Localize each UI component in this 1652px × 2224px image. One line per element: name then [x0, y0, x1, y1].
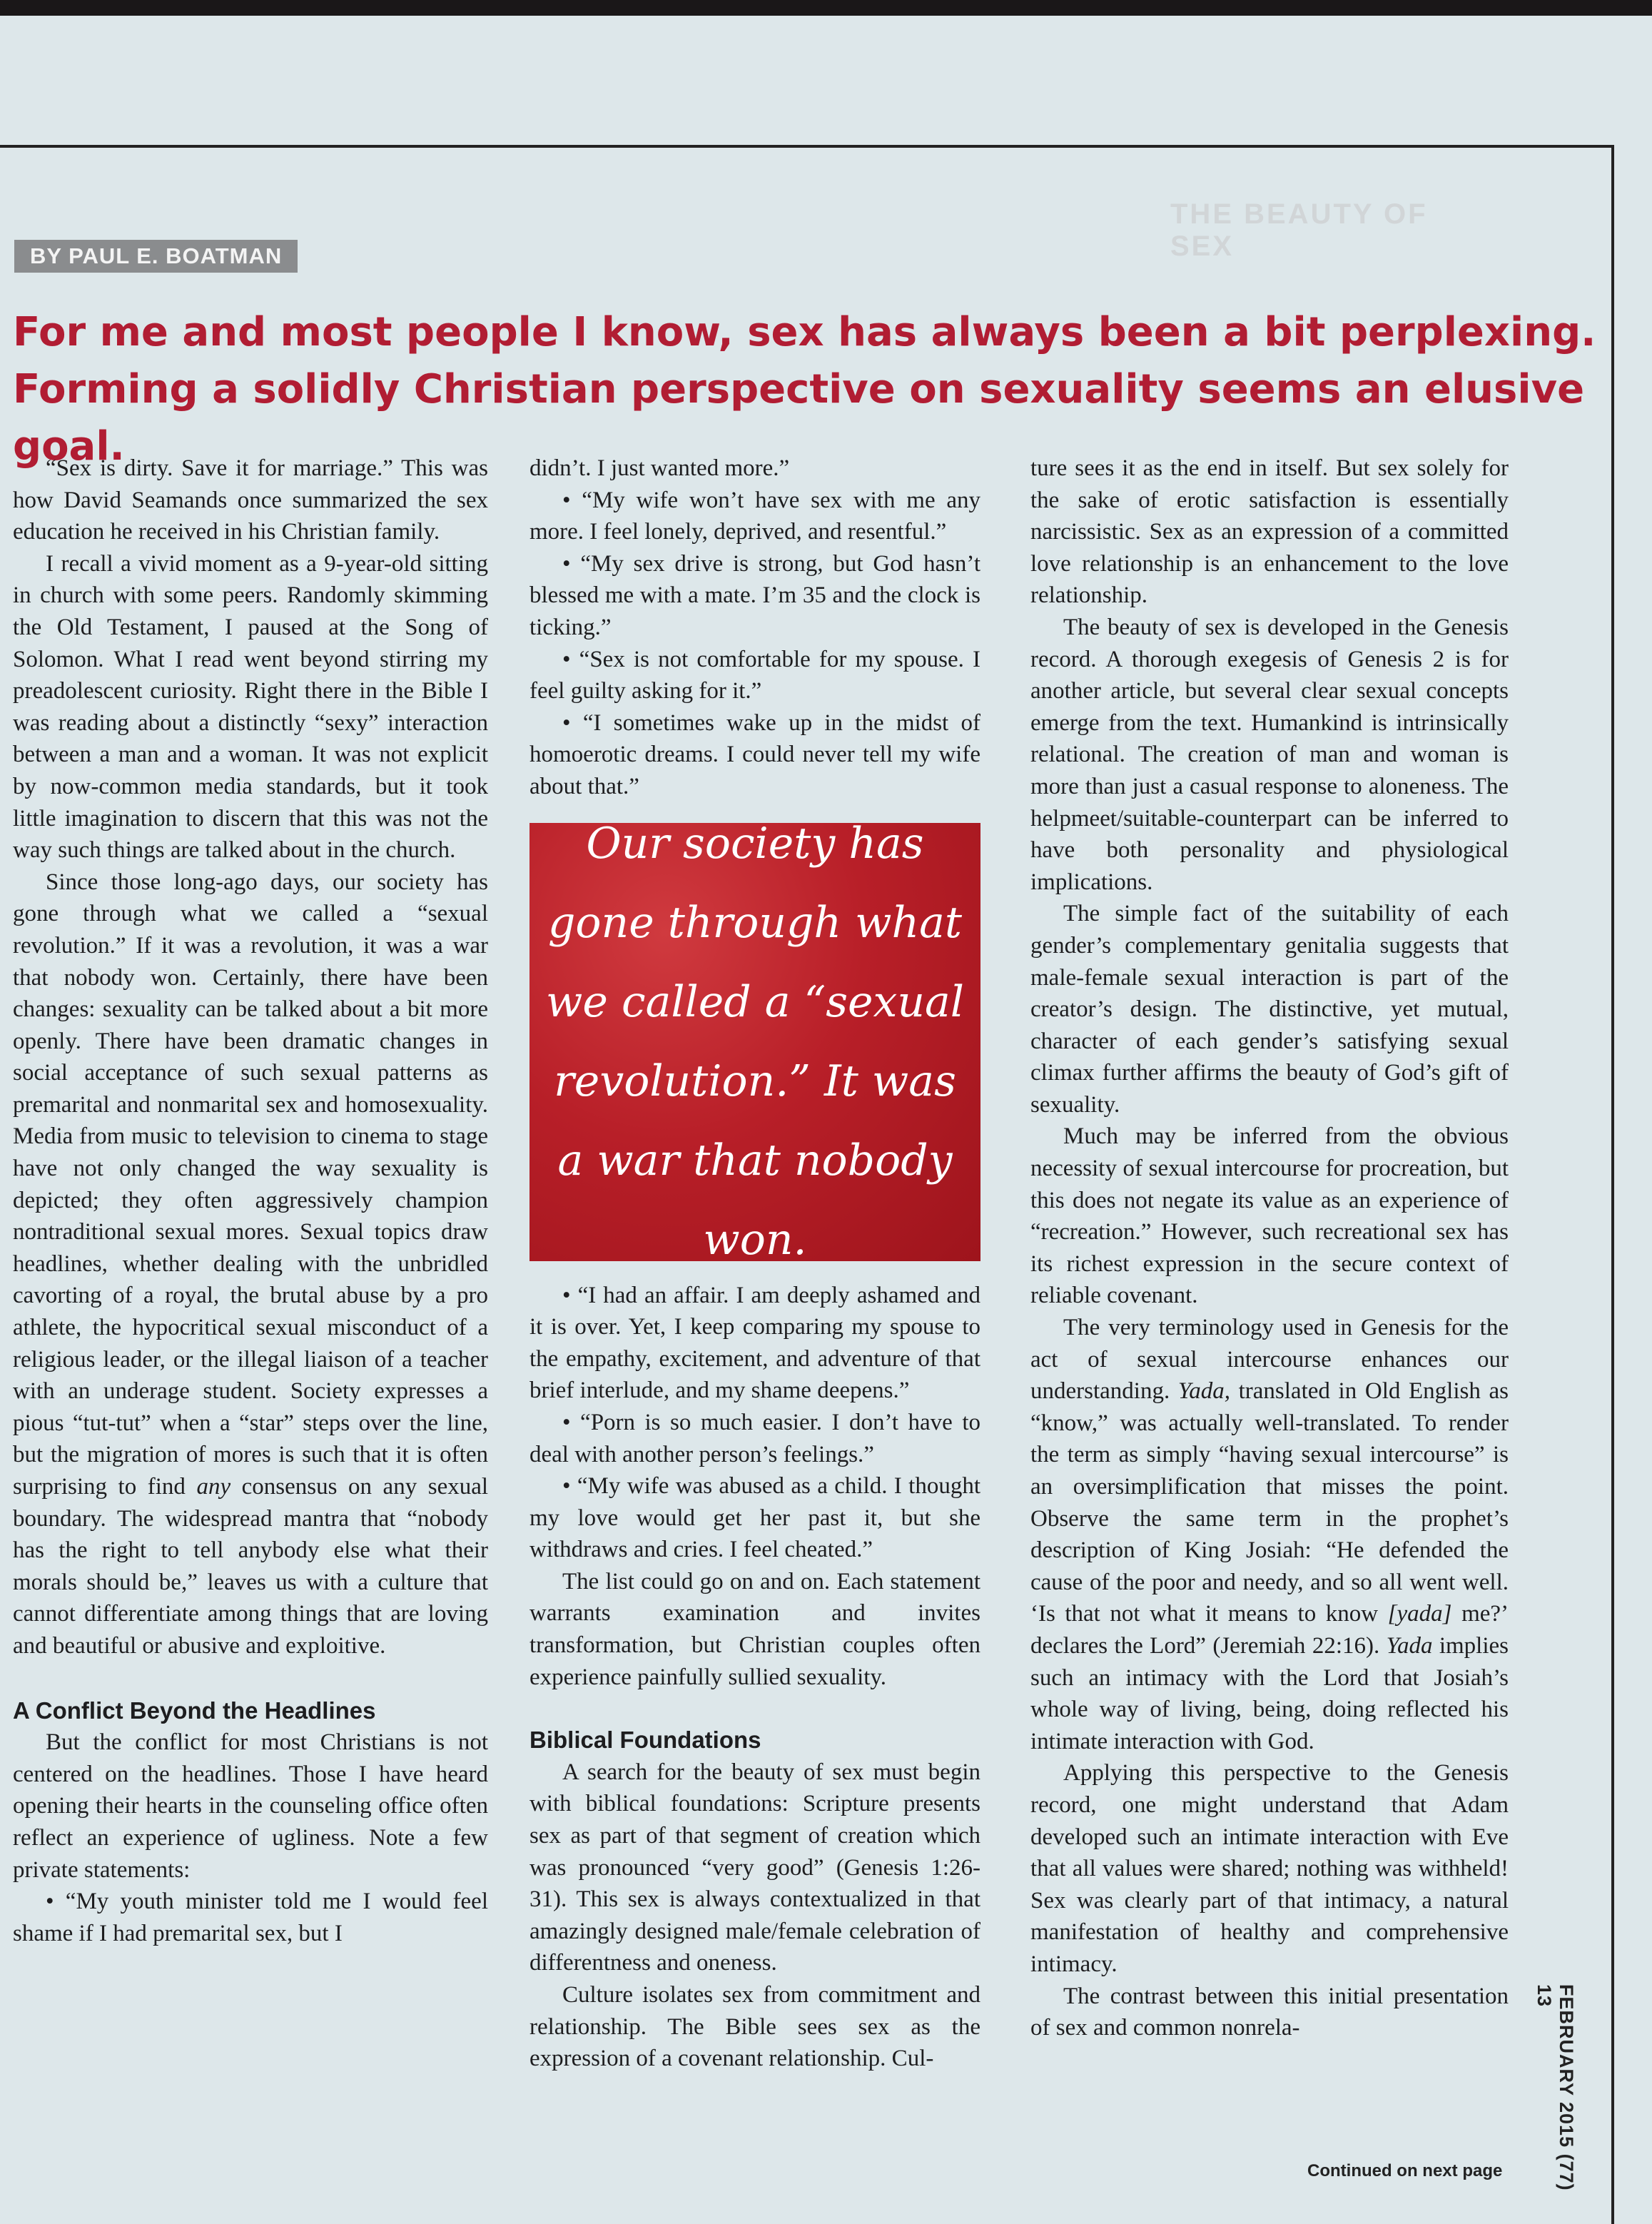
quote-bullet: • “I had an affair. I am deeply ashamed and it is over. Yet, I keep comparing my spouse to the empathy, excitement, and adventure of that brief interlude, and my shame deepens.”	[529, 1282, 980, 1404]
quote-bullet: • “Porn is so much easier. I don’t have to deal with another person’s feelings.”	[529, 1409, 980, 1467]
continued-note: Continued on next page	[1307, 2161, 1503, 2180]
quote-bullet: • “I sometimes wake up in the midst of homoerotic dreams. I could never tell my wife about that.”	[529, 709, 980, 799]
scan-top-edge	[0, 0, 1652, 16]
pull-quote-box	[529, 818, 980, 1265]
section-heading: Biblical Foundations	[529, 1727, 761, 1754]
paragraph-text: me?’ declares the Lord” (Jeremiah 22:16).	[1030, 1601, 1509, 1659]
emphasis: Yada,	[1177, 1378, 1230, 1405]
paragraph: The simple fact of the suitability of each gender’s complementary genitalia suggests that male-female sexual interaction is part of the creator’s design. The distinctive, yet mutual, character of each gender’s satisfying sexual climax further affirms the beauty of God’s gift of sexuality.	[1030, 901, 1509, 1118]
paragraph: I recall a vivid moment as a 9-year-old sitting in church with some peers. Randomly skimming the Old Testament, I paused at the Song of Solomon. What I read went beyond stirring my preadolescent curiosity. Right there in the Bible I was reading about a distinctly “sexy” interaction between a man and a woman. It was not explicit by now-common media standards, but it took little imagination to discern that this was not the way such things are talked about in the church.	[13, 550, 488, 864]
paragraph	[1030, 1312, 1509, 1757]
paragraph: The contrast between this initial presentation of sex and common nonrela-	[1030, 1983, 1509, 2041]
column-1	[13, 453, 488, 1949]
quote-bullet: • “My youth minister told me I would feel shame if I had premarital sex, but I	[13, 1889, 488, 1946]
byline: BY PAUL E. BOATMAN	[14, 240, 298, 273]
paragraph	[13, 866, 488, 1662]
paragraph: Applying this perspective to the Genesis record, one might understand that Adam developed such an intimate interaction with Eve that all values were shared; nothing was withheld! Sex was clearly part of that intimacy, a natural manifestation of healthy and comprehensive intimacy.	[1030, 1760, 1509, 1977]
emphasis: [yada]	[1387, 1601, 1452, 1627]
paragraph: ture sees it as the end in itself. But sex solely for the sake of erotic satisfaction is essentially narcissistic. Sex as an expression of a committed love relationship is an enhancement to the love relationship.	[1030, 455, 1509, 609]
page-folio: FEBRUARY 2015 (77) 13	[1534, 1984, 1577, 2191]
deck-subtitle: For me and most people I know, sex has always been a bit perplexing. Forming a solidly Christian perspective on sexuality seems an elusive goal.	[13, 309, 1596, 470]
paragraph: The beauty of sex is developed in the Genesis record. A thorough exegesis of Genesis 2 is for another article, but several clear sexual concepts emerge from the text. Humankind is intrinsically relational. The creation of man and woman is more than just a casual response to aloneness. The helpmeet/suitable-counterpart can be inferred to have both personality and physiological implications.	[1030, 614, 1509, 895]
bleed-through-header: THE BEAUTY OF SEX	[1170, 198, 1428, 262]
emphasis: any	[196, 1474, 231, 1500]
paragraph-text: implies such an intimacy with the Lord that Josiah’s whole way of living, being, doing reflected his intimate interaction with God.	[1030, 1632, 1509, 1754]
paragraph-text: consensus on any sexual boundary. The widespread mantra that “nobody has the right to tell anybody else what their morals should be,” leaves us with a culture that cannot differentiate among things that are loving and beautiful or abusive and exploitive.	[13, 1474, 489, 1659]
paragraph-text: Since those long-ago days, our society has gone through what we called a “sexual revolution.” If it was a revolution, it was a war that nobody won. Certainly, there have been changes: sexuality can be talked about a bit more openly. There have been dramatic changes in social acceptance of such sexual patterns as premarital and nonmarital sex and homosexuality. Media from music to television to cinema to stage have not only changed the way sexuality is depicted; they often aggressively champion nontraditional sexual mores. Sexual topics draw headlines, whether dealing with the unbridled cavorting of a royal, the brutal abuse by a pro athlete, the hypocritical sexual misconduct of a religious leader, or the illegal liaison of a teacher with an underage student. Society expresses a pious “tut-tut” when a “star” steps over the line, but the migration of mores is such that it is often surprising to find	[13, 869, 488, 1500]
pull-quote-text: Our society has gone through what we called a “sexual revolution.” It was a war that nobody won.	[546, 818, 964, 1265]
paragraph: A search for the beauty of sex must begin with biblical foundations: Scripture presents sex as part of that segment of creation which was pronounced “very good” (Genesis 1:26-31). This sex is always contextualized in that amazingly designed male/female celebration of differentness and oneness.	[529, 1759, 980, 1976]
quote-bullet: • “My wife won’t have sex with me any more. I feel lonely, deprived, and resentful.”	[529, 487, 980, 545]
paragraph-text: translated in Old English as “know,” was actually well-translated. To render the term as simply “having sexual intercourse” is an oversimplification that misses the point. Observe the same term in the prophet’s description of King Josiah: “He defended the cause of the poor and needy, and so all went well. ‘Is that not what it means to know	[1030, 1378, 1509, 1627]
paragraph: The list could go on and on. Each statement warrants examination and invites transformation, but Christian couples often experience painfully sullied sexuality.	[529, 1568, 980, 1690]
paragraph: Culture isolates sex from commitment and relationship. The Bible sees sex as the expression of a covenant relationship. Cul-	[529, 1982, 980, 2072]
quote-bullet: • “Sex is not comfortable for my spouse. I feel guilty asking for it.”	[529, 646, 980, 704]
paragraph: didn’t. I just wanted more.”	[529, 455, 790, 481]
section-heading: A Conflict Beyond the Headlines	[13, 1697, 376, 1724]
paragraph-text: The very terminology used in Genesis for the act of sexual intercourse enhances our understanding.	[1030, 1315, 1509, 1405]
quote-bullet: • “My wife was abused as a child. I thought my love would get her past it, but she withdraws and cries. I feel cheated.”	[529, 1473, 980, 1563]
paragraph: But the conflict for most Christians is not centered on the headlines. Those I have heard opening their hearts in the counseling office often reflect an experience of ugliness. Note a few private statements:	[13, 1729, 488, 1883]
emphasis: Yada	[1386, 1632, 1433, 1659]
column-2	[529, 453, 980, 2075]
paragraph: Much may be inferred from the obvious necessity of sexual intercourse for procreation, but this does not negate its value as an experience of “recreation.” However, such recreational sex has its richest expression in the secure context of reliable covenant.	[1030, 1123, 1509, 1309]
quote-bullet: • “My sex drive is strong, but God hasn’t blessed me with a mate. I’m 35 and the clock is ticking.”	[529, 550, 980, 640]
paragraph: “Sex is dirty. Save it for marriage.” This was how David Seamands once summarized the sex education he received in his Christian family.	[13, 455, 488, 545]
column-3	[1030, 453, 1509, 2044]
